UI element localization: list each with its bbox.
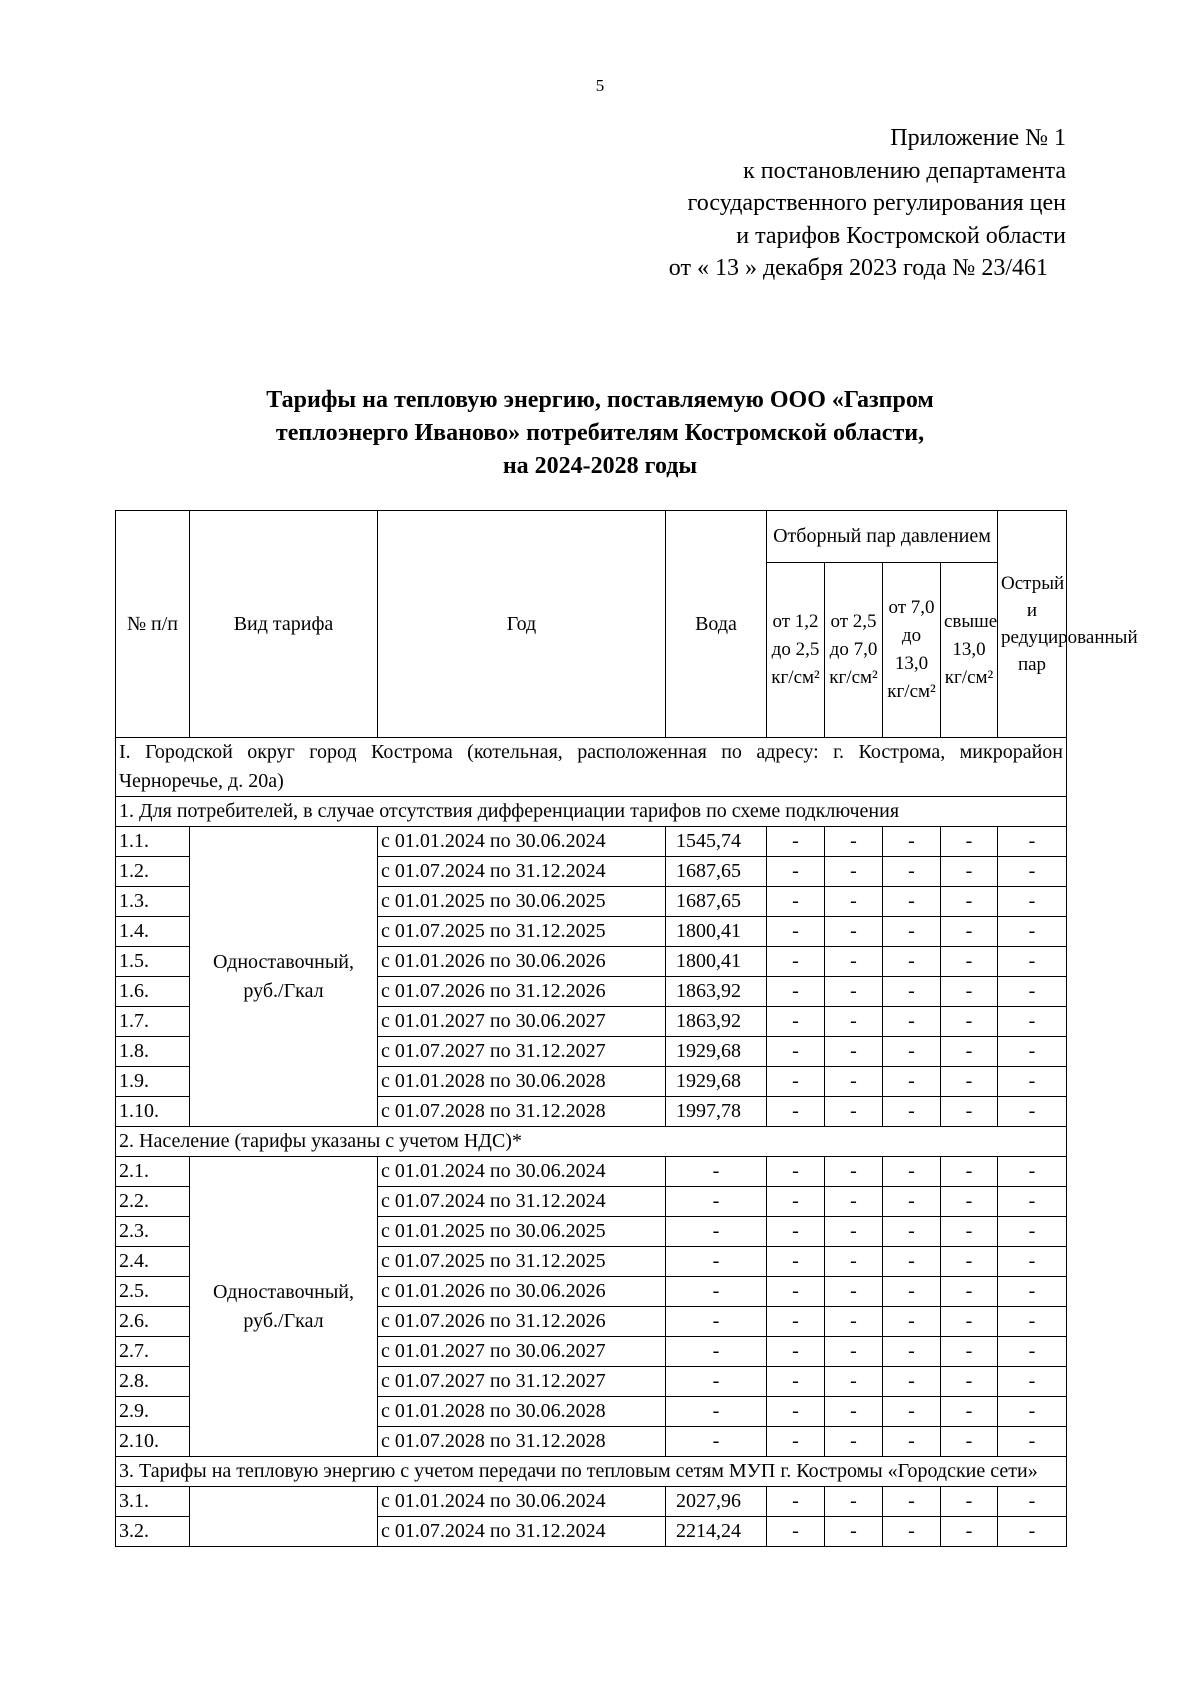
steam-tariff-cell-1: - xyxy=(767,1427,825,1457)
steam-tariff-cell-1: - xyxy=(767,1217,825,1247)
period-cell: с 01.07.2024 по 31.12.2024 xyxy=(378,857,666,887)
document-title xyxy=(0,384,1200,483)
steam-tariff-cell-3: - xyxy=(883,857,941,887)
steam-tariff-cell-1: - xyxy=(767,1157,825,1187)
section-3-heading-text: 3. Тарифы на тепловую энергию с учетом передачи по тепловым сетям МУП г. Костромы «Городские сети» xyxy=(116,1457,1067,1487)
steam-tariff-cell-4: - xyxy=(941,1337,998,1367)
steam-tariff-cell-2: - xyxy=(825,1307,883,1337)
steam-tariff-cell-5: - xyxy=(998,1517,1067,1547)
steam-tariff-cell-3: - xyxy=(883,887,941,917)
steam-tariff-cell-4: - xyxy=(941,1277,998,1307)
steam-tariff-cell-3: - xyxy=(883,827,941,857)
water-tariff-cell: 1800,41 xyxy=(666,947,767,977)
steam-tariff-cell-5: - xyxy=(998,1217,1067,1247)
steam-tariff-cell-2: - xyxy=(825,1037,883,1067)
water-tariff-cell: - xyxy=(666,1217,767,1247)
appendix-resolution: к постановлению департамента xyxy=(743,157,1066,184)
row-number: 1.3. xyxy=(116,887,190,917)
steam-tariff-cell-1: - xyxy=(767,947,825,977)
steam-tariff-cell-3: - xyxy=(883,1097,941,1127)
header-row xyxy=(116,511,1067,563)
steam-tariff-cell-5: - xyxy=(998,827,1067,857)
steam-tariff-cell-2: - xyxy=(825,1157,883,1187)
steam-tariff-cell-3: - xyxy=(883,1367,941,1397)
tariff-table xyxy=(115,510,1138,1547)
steam-tariff-cell-4: - xyxy=(941,977,998,1007)
steam-tariff-cell-5: - xyxy=(998,1157,1067,1187)
period-cell: с 01.07.2026 по 31.12.2026 xyxy=(378,977,666,1007)
steam-tariff-cell-1: - xyxy=(767,887,825,917)
steam-tariff-cell-3: - xyxy=(883,977,941,1007)
steam-tariff-cell-3: - xyxy=(883,1037,941,1067)
row-number: 1.6. xyxy=(116,977,190,1007)
header-steam-1: от 1,2 до 2,5 кг/см² xyxy=(767,563,825,738)
row-number: 2.5. xyxy=(116,1277,190,1307)
steam-tariff-cell-3: - xyxy=(883,1157,941,1187)
header-steam-4: свыше 13,0 кг/см² xyxy=(941,563,998,738)
steam-tariff-cell-2: - xyxy=(825,1217,883,1247)
steam-tariff-cell-4: - xyxy=(941,1397,998,1427)
steam-tariff-cell-4: - xyxy=(941,1367,998,1397)
row-number: 2.7. xyxy=(116,1337,190,1367)
period-cell: с 01.01.2025 по 30.06.2025 xyxy=(378,1217,666,1247)
row-number: 3.1. xyxy=(116,1487,190,1517)
row-number: 2.4. xyxy=(116,1247,190,1277)
water-tariff-cell: 1687,65 xyxy=(666,887,767,917)
period-cell: с 01.01.2024 по 30.06.2024 xyxy=(378,1157,666,1187)
row-number: 2.3. xyxy=(116,1217,190,1247)
steam-tariff-cell-5: - xyxy=(998,1097,1067,1127)
water-tariff-cell: - xyxy=(666,1427,767,1457)
row-number: 1.2. xyxy=(116,857,190,887)
header-live-steam: Острый и редуцированный пар xyxy=(998,511,1067,738)
title-line: теплоэнерго Иваново» потребителям Костромской области, xyxy=(275,420,925,446)
period-cell: с 01.07.2027 по 31.12.2027 xyxy=(378,1037,666,1067)
steam-tariff-cell-5: - xyxy=(998,1337,1067,1367)
water-tariff-cell: 1545,74 xyxy=(666,827,767,857)
steam-tariff-cell-2: - xyxy=(825,887,883,917)
steam-tariff-cell-1: - xyxy=(767,1037,825,1067)
steam-tariff-cell-1: - xyxy=(767,1487,825,1517)
steam-tariff-cell-4: - xyxy=(941,887,998,917)
steam-tariff-cell-1: - xyxy=(767,917,825,947)
water-tariff-cell: - xyxy=(666,1277,767,1307)
steam-tariff-cell-1: - xyxy=(767,977,825,1007)
row-number: 1.5. xyxy=(116,947,190,977)
section-2-heading xyxy=(116,1127,1067,1157)
water-tariff-cell: 1863,92 xyxy=(666,977,767,1007)
header-water: Вода xyxy=(666,511,767,738)
row-number: 1.4. xyxy=(116,917,190,947)
title-line: Тарифы на тепловую энергию, поставляемую ООО «Газпром xyxy=(266,387,934,413)
steam-tariff-cell-3: - xyxy=(883,1397,941,1427)
steam-tariff-cell-1: - xyxy=(767,1187,825,1217)
period-cell: с 01.01.2028 по 30.06.2028 xyxy=(378,1067,666,1097)
water-tariff-cell: - xyxy=(666,1187,767,1217)
steam-tariff-cell-4: - xyxy=(941,1307,998,1337)
steam-tariff-cell-4: - xyxy=(941,917,998,947)
steam-tariff-cell-2: - xyxy=(825,947,883,977)
steam-tariff-cell-3: - xyxy=(883,1307,941,1337)
water-tariff-cell: 1929,68 xyxy=(666,1067,767,1097)
steam-tariff-cell-4: - xyxy=(941,1247,998,1277)
row-number: 1.7. xyxy=(116,1007,190,1037)
steam-tariff-cell-3: - xyxy=(883,1517,941,1547)
steam-tariff-cell-5: - xyxy=(998,1247,1067,1277)
water-tariff-cell: 1997,78 xyxy=(666,1097,767,1127)
water-tariff-cell: 1929,68 xyxy=(666,1037,767,1067)
appendix-date: от « 13 » декабря 2023 года № 23/461 xyxy=(668,255,1048,281)
table-row xyxy=(116,1487,1067,1517)
steam-tariff-cell-3: - xyxy=(883,1067,941,1097)
section-3-heading xyxy=(116,1457,1067,1487)
steam-tariff-cell-5: - xyxy=(998,1007,1067,1037)
steam-tariff-cell-4: - xyxy=(941,1487,998,1517)
steam-tariff-cell-3: - xyxy=(883,917,941,947)
steam-tariff-cell-5: - xyxy=(998,857,1067,887)
water-tariff-cell: 2214,24 xyxy=(666,1517,767,1547)
period-cell: с 01.01.2027 по 30.06.2027 xyxy=(378,1337,666,1367)
steam-tariff-cell-1: - xyxy=(767,1397,825,1427)
steam-tariff-cell-3: - xyxy=(883,1007,941,1037)
steam-tariff-cell-5: - xyxy=(998,1067,1067,1097)
steam-tariff-cell-4: - xyxy=(941,1217,998,1247)
row-number: 1.10. xyxy=(116,1097,190,1127)
period-cell: с 01.01.2026 по 30.06.2026 xyxy=(378,1277,666,1307)
steam-tariff-cell-2: - xyxy=(825,1187,883,1217)
steam-tariff-cell-5: - xyxy=(998,917,1067,947)
steam-tariff-cell-5: - xyxy=(998,1037,1067,1067)
period-cell: с 01.07.2024 по 31.12.2024 xyxy=(378,1517,666,1547)
tariff-type-cell: Одноставочный, руб./Гкал xyxy=(190,827,378,1127)
steam-tariff-cell-4: - xyxy=(941,1517,998,1547)
header-year: Год xyxy=(378,511,666,738)
period-cell: с 01.07.2024 по 31.12.2024 xyxy=(378,1187,666,1217)
appendix-department: государственного регулирования цен xyxy=(687,190,1066,216)
steam-tariff-cell-1: - xyxy=(767,1307,825,1337)
steam-tariff-cell-4: - xyxy=(941,1097,998,1127)
period-cell: с 01.07.2025 по 31.12.2025 xyxy=(378,1247,666,1277)
steam-tariff-cell-2: - xyxy=(825,1067,883,1097)
header-steam-3: от 7,0 до 13,0 кг/см² xyxy=(883,563,941,738)
header-steam-group: Отборный пар давлением xyxy=(767,511,998,563)
steam-tariff-cell-5: - xyxy=(998,1397,1067,1427)
appendix-header xyxy=(669,122,1066,285)
steam-tariff-cell-1: - xyxy=(767,1097,825,1127)
period-cell: с 01.07.2028 по 31.12.2028 xyxy=(378,1427,666,1457)
steam-tariff-cell-1: - xyxy=(767,827,825,857)
region-heading xyxy=(116,738,1067,797)
row-number: 2.1. xyxy=(116,1157,190,1187)
steam-tariff-cell-5: - xyxy=(998,1187,1067,1217)
steam-tariff-cell-4: - xyxy=(941,1427,998,1457)
steam-tariff-cell-3: - xyxy=(883,1247,941,1277)
period-cell: с 01.07.2028 по 31.12.2028 xyxy=(378,1097,666,1127)
row-number: 1.8. xyxy=(116,1037,190,1067)
water-tariff-cell: 2027,96 xyxy=(666,1487,767,1517)
page-number: 5 xyxy=(595,76,605,95)
table-row xyxy=(116,827,1067,857)
steam-tariff-cell-4: - xyxy=(941,1157,998,1187)
section-1-heading-text: 1. Для потребителей, в случае отсутствия дифференциации тарифов по схеме подключения xyxy=(116,797,1067,827)
row-number: 3.2. xyxy=(116,1517,190,1547)
steam-tariff-cell-1: - xyxy=(767,1247,825,1277)
steam-tariff-cell-2: - xyxy=(825,917,883,947)
period-cell: с 01.01.2028 по 30.06.2028 xyxy=(378,1397,666,1427)
steam-tariff-cell-4: - xyxy=(941,1067,998,1097)
steam-tariff-cell-4: - xyxy=(941,1037,998,1067)
steam-tariff-cell-5: - xyxy=(998,1307,1067,1337)
steam-tariff-cell-5: - xyxy=(998,1277,1067,1307)
steam-tariff-cell-5: - xyxy=(998,887,1067,917)
water-tariff-cell: 1863,92 xyxy=(666,1007,767,1037)
tariff-type-cell xyxy=(190,1487,378,1547)
period-cell: с 01.07.2026 по 31.12.2026 xyxy=(378,1307,666,1337)
steam-tariff-cell-2: - xyxy=(825,1337,883,1367)
header-num: № п/п xyxy=(116,511,190,738)
steam-tariff-cell-3: - xyxy=(883,947,941,977)
steam-tariff-cell-1: - xyxy=(767,1337,825,1367)
section-2-heading-text: 2. Население (тарифы указаны с учетом НДС)* xyxy=(116,1127,1067,1157)
period-cell: с 01.01.2027 по 30.06.2027 xyxy=(378,1007,666,1037)
row-number: 2.6. xyxy=(116,1307,190,1337)
region-heading-text: I. Городской округ город Кострома (котельная, расположенная по адресу: г. Кострома, микрорайон Черноречье, д. 20а) xyxy=(116,738,1067,797)
table-row xyxy=(116,1157,1067,1187)
steam-tariff-cell-3: - xyxy=(883,1187,941,1217)
row-number: 2.10. xyxy=(116,1427,190,1457)
period-cell: с 01.01.2025 по 30.06.2025 xyxy=(378,887,666,917)
steam-tariff-cell-3: - xyxy=(883,1337,941,1367)
water-tariff-cell: - xyxy=(666,1337,767,1367)
water-tariff-cell: - xyxy=(666,1307,767,1337)
steam-tariff-cell-2: - xyxy=(825,1487,883,1517)
steam-tariff-cell-1: - xyxy=(767,1007,825,1037)
row-number: 2.2. xyxy=(116,1187,190,1217)
steam-tariff-cell-5: - xyxy=(998,1487,1067,1517)
water-tariff-cell: 1800,41 xyxy=(666,917,767,947)
steam-tariff-cell-2: - xyxy=(825,1277,883,1307)
steam-tariff-cell-3: - xyxy=(883,1487,941,1517)
steam-tariff-cell-2: - xyxy=(825,977,883,1007)
steam-tariff-cell-2: - xyxy=(825,827,883,857)
period-cell: с 01.01.2024 по 30.06.2024 xyxy=(378,827,666,857)
period-cell: с 01.01.2024 по 30.06.2024 xyxy=(378,1487,666,1517)
steam-tariff-cell-5: - xyxy=(998,1427,1067,1457)
steam-tariff-cell-5: - xyxy=(998,1367,1067,1397)
appendix-number: Приложение № 1 xyxy=(890,125,1066,151)
steam-tariff-cell-2: - xyxy=(825,1007,883,1037)
steam-tariff-cell-2: - xyxy=(825,1517,883,1547)
steam-tariff-cell-2: - xyxy=(825,1247,883,1277)
water-tariff-cell: - xyxy=(666,1247,767,1277)
row-number: 1.1. xyxy=(116,827,190,857)
steam-tariff-cell-4: - xyxy=(941,1007,998,1037)
steam-tariff-cell-4: - xyxy=(941,947,998,977)
steam-tariff-cell-3: - xyxy=(883,1217,941,1247)
steam-tariff-cell-3: - xyxy=(883,1277,941,1307)
steam-tariff-cell-1: - xyxy=(767,1517,825,1547)
steam-tariff-cell-5: - xyxy=(998,977,1067,1007)
steam-tariff-cell-4: - xyxy=(941,857,998,887)
row-number: 2.8. xyxy=(116,1367,190,1397)
water-tariff-cell: - xyxy=(666,1157,767,1187)
row-number: 2.9. xyxy=(116,1397,190,1427)
header-tariff-type: Вид тарифа xyxy=(190,511,378,738)
water-tariff-cell: - xyxy=(666,1367,767,1397)
water-tariff-cell: 1687,65 xyxy=(666,857,767,887)
steam-tariff-cell-2: - xyxy=(825,1097,883,1127)
steam-tariff-cell-1: - xyxy=(767,1067,825,1097)
steam-tariff-cell-1: - xyxy=(767,1367,825,1397)
appendix-region: и тарифов Костромской области xyxy=(736,222,1066,249)
water-tariff-cell: - xyxy=(666,1397,767,1427)
steam-tariff-cell-2: - xyxy=(825,1427,883,1457)
steam-tariff-cell-4: - xyxy=(941,827,998,857)
steam-tariff-cell-4: - xyxy=(941,1187,998,1217)
tariff-type-cell: Одноставочный, руб./Гкал xyxy=(190,1157,378,1457)
section-1-heading xyxy=(116,797,1067,827)
header-steam-2: от 2,5 до 7,0 кг/см² xyxy=(825,563,883,738)
steam-tariff-cell-3: - xyxy=(883,1427,941,1457)
steam-tariff-cell-2: - xyxy=(825,857,883,887)
period-cell: с 01.07.2027 по 31.12.2027 xyxy=(378,1367,666,1397)
steam-tariff-cell-1: - xyxy=(767,857,825,887)
steam-tariff-cell-2: - xyxy=(825,1397,883,1427)
period-cell: с 01.01.2026 по 30.06.2026 xyxy=(378,947,666,977)
period-cell: с 01.07.2025 по 31.12.2025 xyxy=(378,917,666,947)
steam-tariff-cell-1: - xyxy=(767,1277,825,1307)
steam-tariff-cell-2: - xyxy=(825,1367,883,1397)
title-line: на 2024-2028 годы xyxy=(502,453,698,479)
row-number: 1.9. xyxy=(116,1067,190,1097)
steam-tariff-cell-5: - xyxy=(998,947,1067,977)
